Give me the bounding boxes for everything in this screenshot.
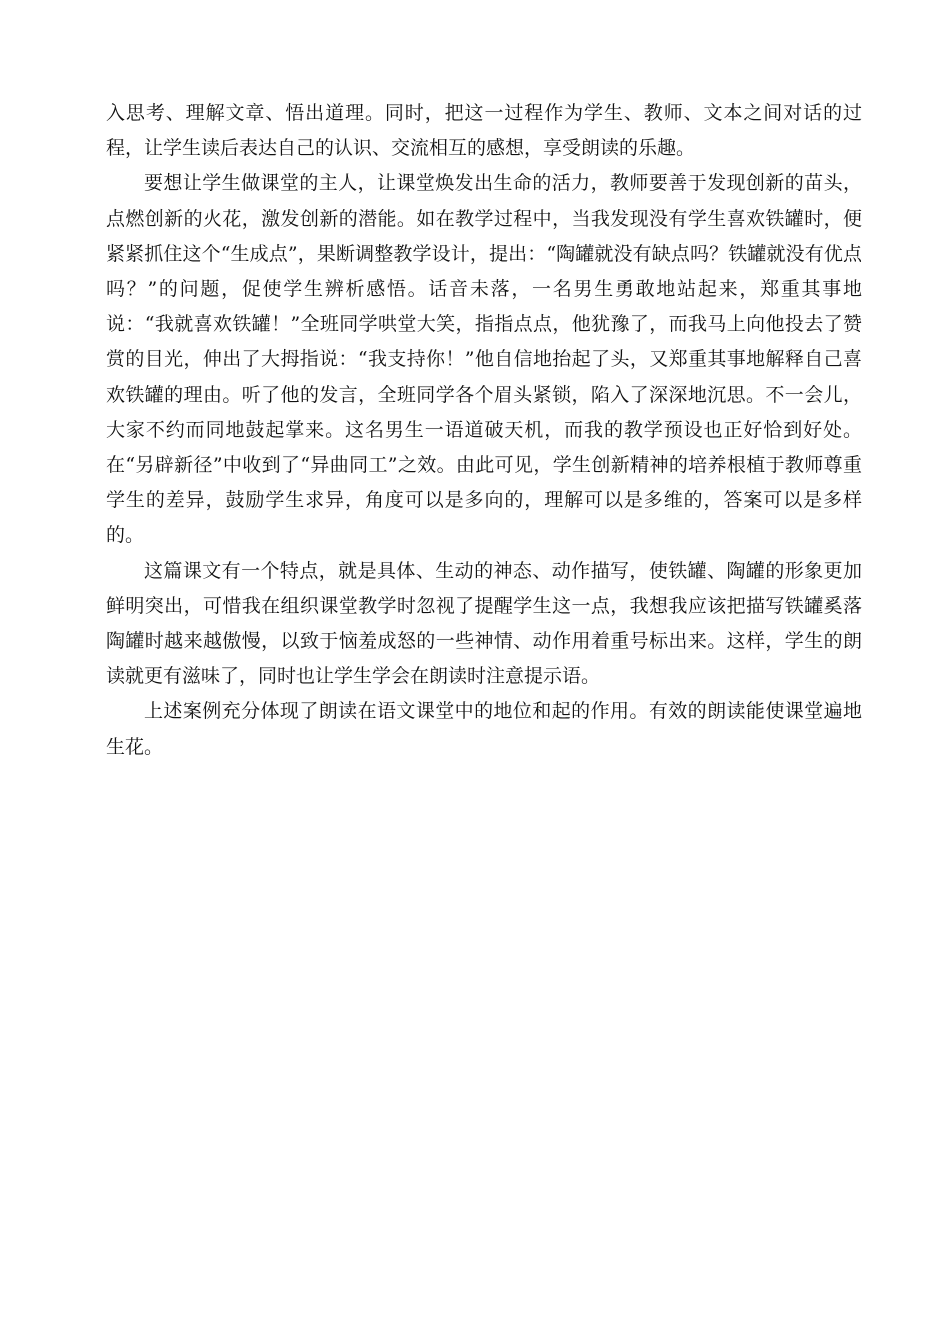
paragraph-conclusion: 上述案例充分体现了朗读在语文课堂中的地位和起的作用。有效的朗读能使课堂遍地生花。 [106,700,862,758]
paragraph-continued: 入思考、理解文章、悟出道理。同时，把这一过程作为学生、教师、文本之间对话的过程，让学生读后表达自己的认识、交流相互的感想，享受朗读的乐趣。 [106,102,862,160]
document-page [106,96,862,765]
paragraph-innovation-case: 要想让学生做课堂的主人，让课堂焕发出生命的活力，教师要善于发现创新的苗头，点燃创新的火花，激发创新的潜能。如在教学过程中，当我发现没有学生喜欢铁罐时，便紧紧抓住这个“生成点”，果断调整教学设计，提出：“陶罐就没有缺点吗？铁罐就没有优点吗？”的问题，促使学生辨析感悟。话音未落，一名男生勇敢地站起来，郑重其事地说：“我就喜欢铁罐！”全班同学哄堂大笑，指指点点，他犹豫了，而我马上向他投去了赞赏的目光，伸出了大拇指说：“我支持你！”他自信地抬起了头，又郑重其事地解释自己喜欢铁罐的理由。听了他的发言，全班同学各个眉头紧锁，陷入了深深地沉思。不一会儿，大家不约而同地鼓起掌来。这名男生一语道破天机，而我的教学预设也正好恰到好处。在“另辟新径”中收到了“异曲同工”之效。由此可见，学生创新精神的培养根植于教师尊重学生的差异，鼓励学生求异，角度可以是多向的，理解可以是多维的，答案可以是多样的。 [106,172,862,547]
paragraph-reflection: 这篇课文有一个特点，就是具体、生动的神态、动作描写，使铁罐、陶罐的形象更加鲜明突出，可惜我在组织课堂教学时忽视了提醒学生这一点，我想我应该把描写铁罐奚落陶罐时越来越傲慢，以致于恼羞成怒的一些神情、动作用着重号标出来。这样，学生的朗读就更有滋味了，同时也让学生学会在朗读时注意提示语。 [106,559,862,688]
